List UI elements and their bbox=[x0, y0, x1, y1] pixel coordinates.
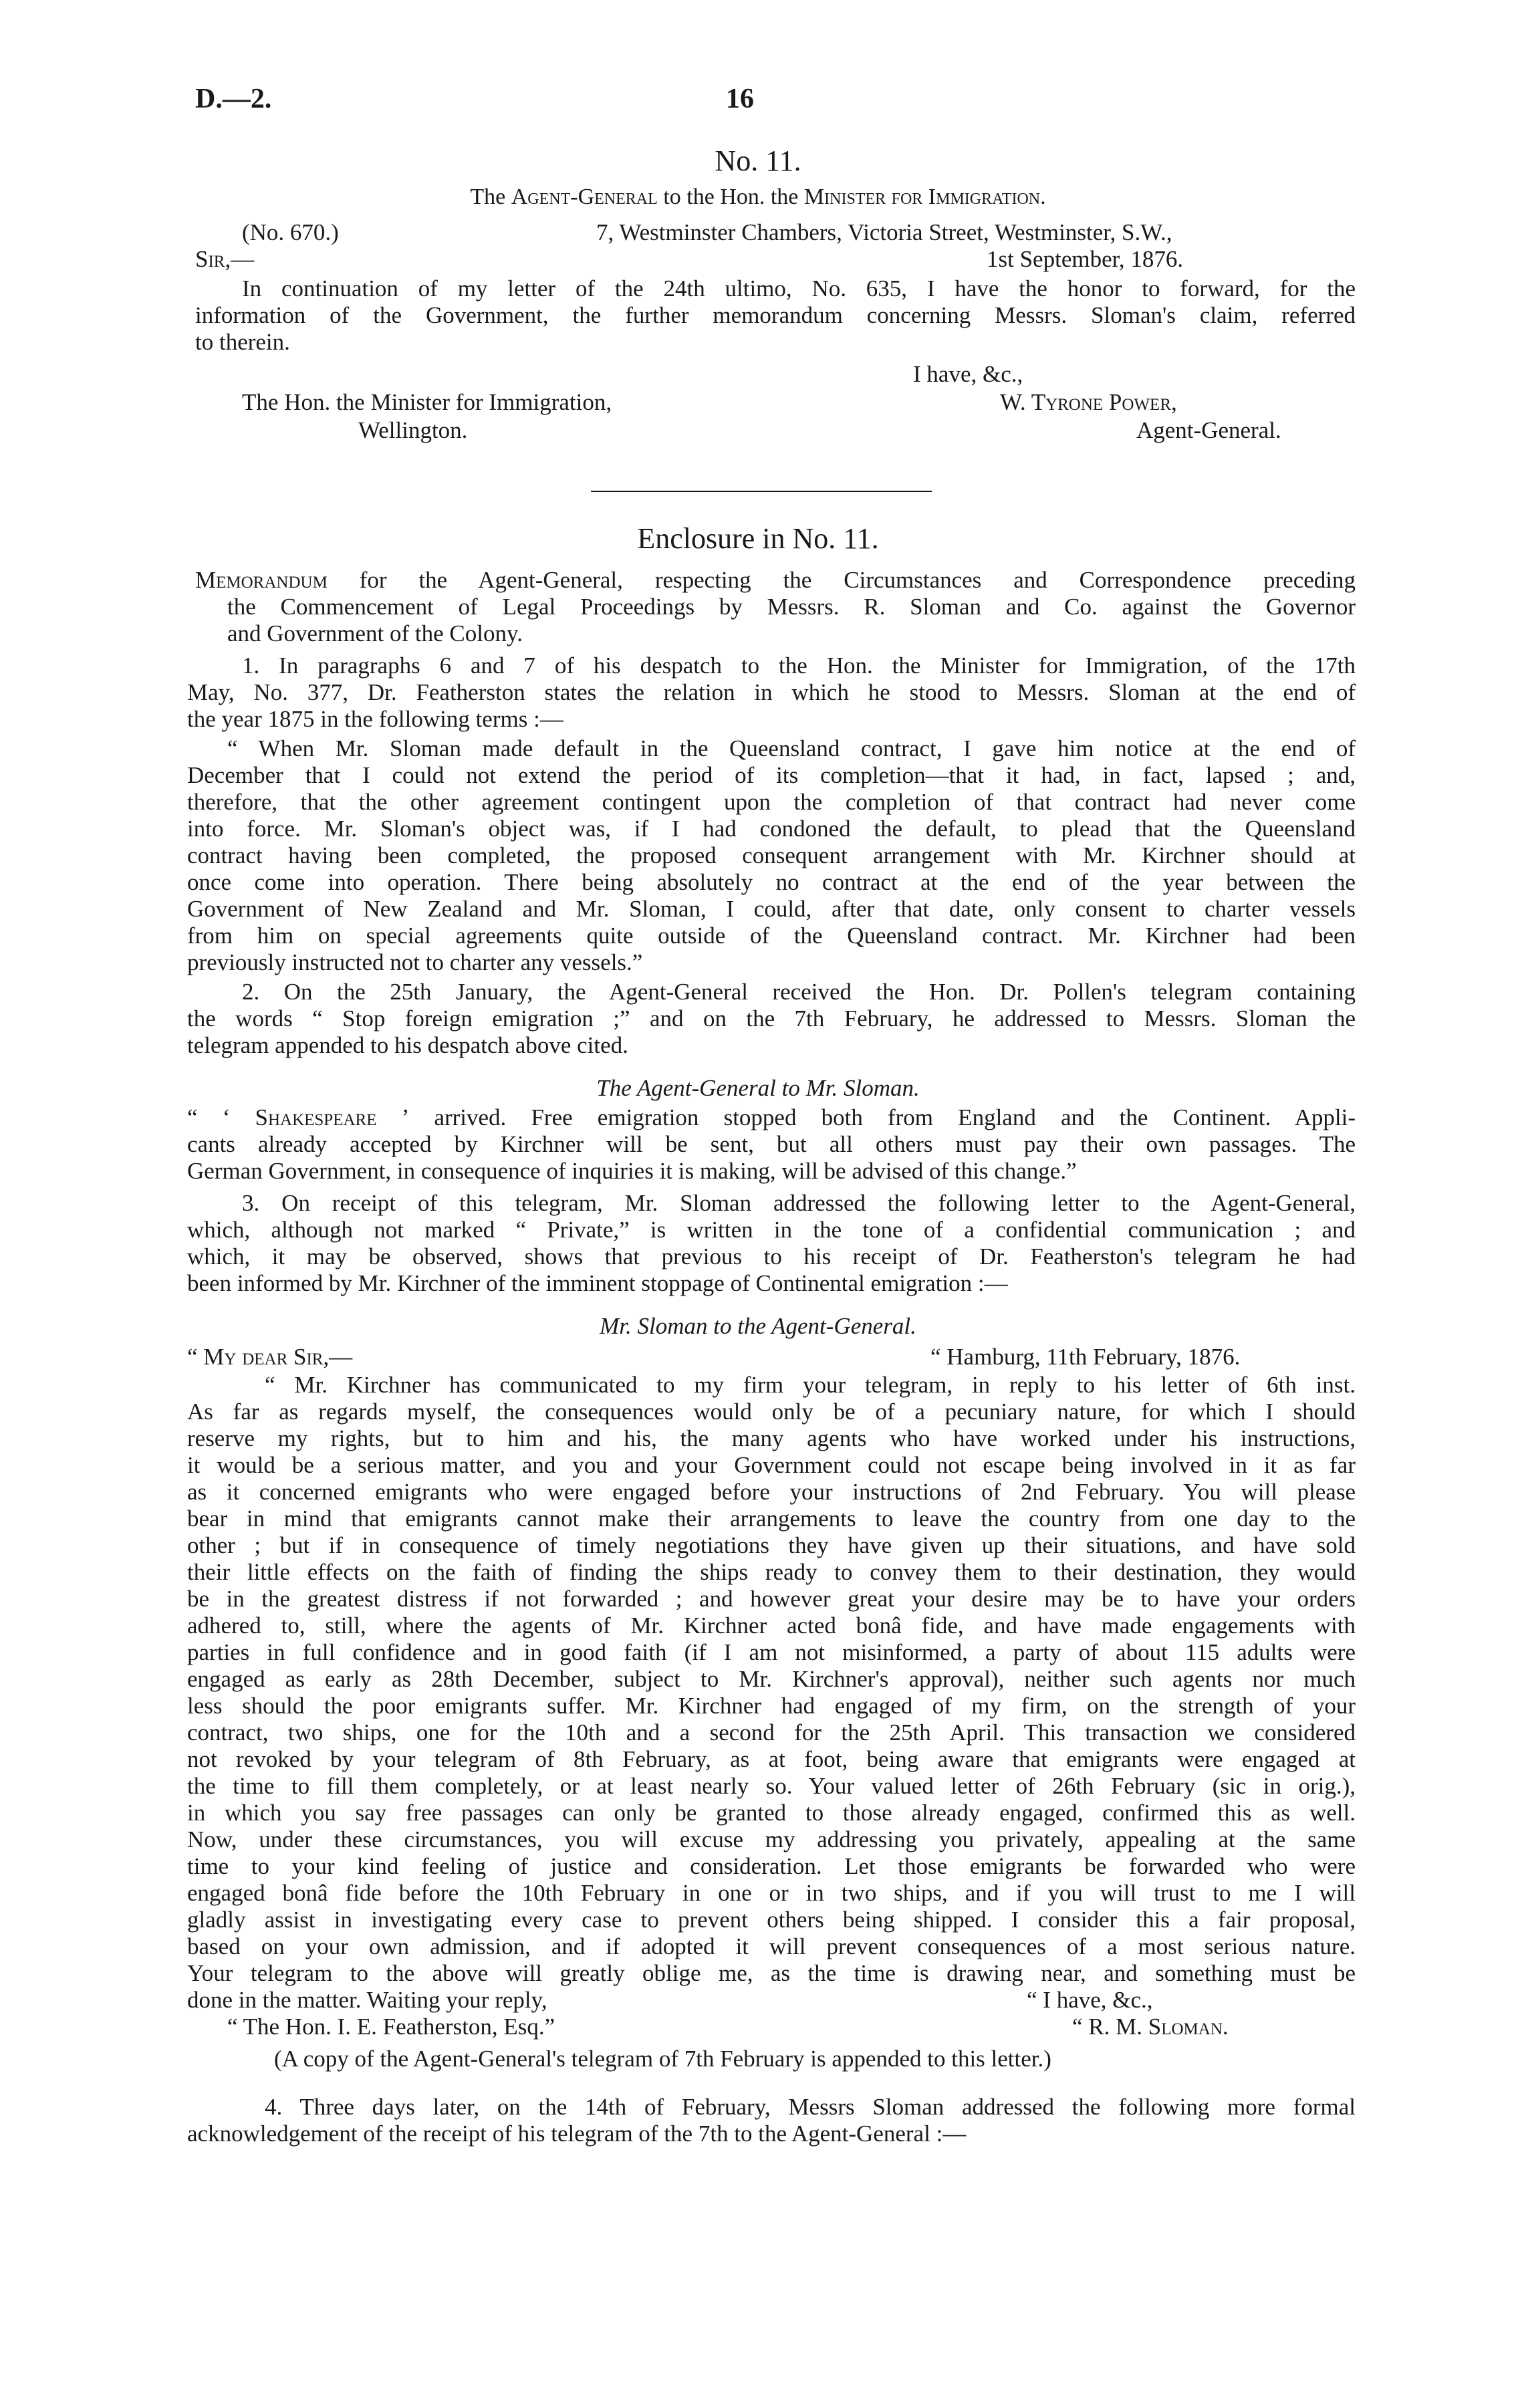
letter-salutation: Sir,— bbox=[195, 246, 255, 272]
letter-address: 7, Westminster Chambers, Victoria Street, Westminster, S.W., bbox=[596, 219, 1172, 245]
quote-1-line: into force. Mr. Sloman's object was, if I had condoned the default, to plead that the Queensland bbox=[187, 816, 1356, 842]
sloman-letter-line: bear in mind that emigrants cannot make their arrangements to leave the country from one day to the bbox=[187, 1506, 1356, 1532]
sloman-letter-line: contract, two ships, one for the 10th and a second for the 25th April. This transaction we considered bbox=[187, 1719, 1356, 1745]
copy-note: (A copy of the Agent-General's telegram of 7th February is appended to this letter.) bbox=[274, 2046, 1051, 2072]
letter-signature-name: W. Tyrone Power, bbox=[1000, 389, 1177, 415]
telegram-ship-name: “ ‘ Shakespeare ’ bbox=[187, 1104, 410, 1130]
letter-addressee-city: Wellington. bbox=[358, 417, 468, 443]
section-divider bbox=[591, 491, 932, 492]
sloman-letter-line: As far as regards myself, the consequences would only be of a pecuniary nature, for which I should bbox=[187, 1399, 1356, 1425]
letter-number-heading: No. 11. bbox=[715, 144, 801, 177]
from-to-the: The bbox=[470, 185, 506, 209]
paragraph-3-line: 3. On receipt of this telegram, Mr. Sloman addressed the following letter to the Agent-General, bbox=[242, 1190, 1356, 1216]
letter-from-to bbox=[0, 185, 1516, 210]
telegram-line: cants already accepted by Kirchner will be sent, but all others must pay their own passages. The bbox=[187, 1131, 1356, 1157]
letter-ref-no: (No. 670.) bbox=[242, 219, 339, 245]
sloman-closing: “ I have, &c., bbox=[1027, 1987, 1153, 2013]
letter-body-line: information of the Government, the further memorandum concerning Messrs. Sloman's claim, referred bbox=[195, 302, 1356, 328]
sloman-letter-line: their little effects on the faith of finding the ships ready to convey them to their destination, they would bbox=[187, 1559, 1356, 1585]
memo-intro-text: for the Agent-General, respecting the Circumstances and Correspondence preceding bbox=[359, 567, 1356, 593]
memo-intro-line bbox=[195, 567, 1356, 594]
quote-1-line: Government of New Zealand and Mr. Sloman, I could, after that date, only consent to charter vessels bbox=[187, 896, 1356, 922]
sloman-addressee: “ The Hon. I. E. Featherston, Esq.” bbox=[227, 2014, 555, 2040]
sloman-letter-line: reserve my rights, but to him and his, the many agents who have worked under his instructions, bbox=[187, 1425, 1356, 1451]
sloman-place-date: “ Hamburg, 11th February, 1876. bbox=[930, 1344, 1241, 1370]
telegram-heading: The Agent-General to Mr. Sloman. bbox=[596, 1075, 920, 1101]
letter-heading: Mr. Sloman to the Agent-General. bbox=[600, 1313, 916, 1339]
quote-1-line: contract having been completed, the proposed consequent arrangement with Mr. Kirchner should at bbox=[187, 842, 1356, 868]
letter-addressee: The Hon. the Minister for Immigration, bbox=[242, 389, 612, 415]
from-to-mid: to the Hon. the bbox=[663, 185, 799, 209]
sloman-letter-line: based on your own admission, and if adopted it will prevent consequences of a most serious nature. bbox=[187, 1933, 1356, 1959]
letter-closing: I have, &c., bbox=[913, 361, 1023, 387]
sloman-letter-line: engaged as early as 28th December, subject to Mr. Kirchner's approval), neither such agents nor much bbox=[187, 1666, 1356, 1692]
sloman-letter-line: “ Mr. Kirchner has communicated to my firm your telegram, in reply to his letter of 6th inst. bbox=[265, 1372, 1356, 1398]
sloman-letter-line: the time to fill them completely, or at least nearly so. Your valued letter of 26th February (sic in orig.), bbox=[187, 1773, 1356, 1799]
paragraph-1-line: May, No. 377, Dr. Featherston states the relation in which he stood to Messrs. Sloman at the end of bbox=[187, 679, 1356, 705]
letter-date: 1st September, 1876. bbox=[987, 246, 1184, 272]
sloman-letter-line: as it concerned emigrants who were engaged before your instructions of 2nd February. You will please bbox=[187, 1479, 1356, 1505]
from-to-sender: Agent-General bbox=[511, 185, 658, 209]
telegram-text: arrived. Free emigration stopped both from England and the Continent. Appli- bbox=[434, 1104, 1356, 1130]
paragraph-2-line: 2. On the 25th January, the Agent-General received the Hon. Dr. Pollen's telegram containing bbox=[242, 979, 1356, 1005]
paragraph-4-line: 4. Three days later, on the 14th of February, Messrs Sloman addressed the following more formal bbox=[265, 2094, 1356, 2120]
letter-signature-title: Agent-General. bbox=[1136, 417, 1281, 443]
sloman-letter-line: in which you say free passages can only be granted to those already engaged, confirmed this as well. bbox=[187, 1800, 1356, 1826]
sloman-letter-line: not revoked by your telegram of 8th February, as at foot, being aware that emigrants were engaged at bbox=[187, 1746, 1356, 1772]
sloman-letter-last-line: done in the matter. Waiting your reply, bbox=[187, 1987, 547, 2013]
paragraph-3-line: which, it may be observed, shows that previous to his receipt of Dr. Featherston's telegram he had bbox=[187, 1243, 1356, 1270]
paragraph-1-line: 1. In paragraphs 6 and 7 of his despatch to the Hon. the Minister for Immigration, of the 17th bbox=[242, 652, 1356, 679]
sloman-letter-line: Your telegram to the above will greatly oblige me, as the time is drawing near, and something must be bbox=[187, 1960, 1356, 1986]
quote-1-line: therefore, that the other agreement contingent upon the completion of that contract had never come bbox=[187, 789, 1356, 815]
quote-1-line: “ When Mr. Sloman made default in the Queensland contract, I gave him notice at the end of bbox=[227, 735, 1356, 761]
sloman-letter-line: less should the poor emigrants suffer. Mr. Kirchner had engaged of my firm, on the strength of your bbox=[187, 1693, 1356, 1719]
paragraph-4-line: acknowledgement of the receipt of his telegram of the 7th to the Agent-General :— bbox=[187, 2121, 967, 2147]
quote-1-line: December that I could not extend the period of its completion—that it had, in fact, lapsed ; and, bbox=[187, 762, 1356, 788]
sloman-letter-line: it would be a serious matter, and you and your Government could not escape being involved in it as far bbox=[187, 1452, 1356, 1478]
sloman-letter-line: parties in full confidence and in good faith (if I am not misinformed, a party of about 115 adults were bbox=[187, 1639, 1356, 1665]
enclosure-title: Enclosure in No. 11. bbox=[637, 522, 879, 555]
memo-lead: Memorandum bbox=[195, 567, 328, 593]
sloman-letter-line: Now, under these circumstances, you will excuse my addressing you privately, appealing at the same bbox=[187, 1826, 1356, 1852]
paragraph-3-line: which, although not marked “ Private,” is written in the tone of a confidential communication ; and bbox=[187, 1217, 1356, 1243]
quote-1-line: once come into operation. There being absolutely no contract at the end of the year between the bbox=[187, 869, 1356, 895]
telegram-line bbox=[187, 1104, 1356, 1131]
letter-body-line: In continuation of my letter of the 24th ultimo, No. 635, I have the honor to forward, for the bbox=[242, 275, 1356, 302]
paragraph-3-line: been informed by Mr. Kirchner of the imminent stoppage of Continental emigration :— bbox=[187, 1270, 1008, 1296]
quote-1-line: from him on special agreements quite outside of the Queensland contract. Mr. Kirchner had been bbox=[187, 923, 1356, 949]
telegram-line: German Government, in consequence of inquiries it is making, will be advised of this change.” bbox=[187, 1158, 1077, 1184]
sloman-letter-line: other ; but if in consequence of timely negotiations they have given up their situations, and have sold bbox=[187, 1532, 1356, 1558]
letter-body-line: to therein. bbox=[195, 329, 290, 355]
sloman-letter-line: time to your kind feeling of justice and consideration. Let those emigrants be forwarded who were bbox=[187, 1853, 1356, 1879]
quote-1-line: previously instructed not to charter any vessels.” bbox=[187, 949, 643, 975]
paragraph-2-line: telegram appended to his despatch above cited. bbox=[187, 1032, 628, 1058]
sloman-salutation: “ My dear Sir,— bbox=[187, 1344, 353, 1370]
paragraph-2-line: the words “ Stop foreign emigration ;” and on the 7th February, he addressed to Messrs. Sloman the bbox=[187, 1005, 1356, 1032]
sloman-letter-line: gladly assist in investigating every case to prevent others being shipped. I consider this a fair proposal, bbox=[187, 1907, 1356, 1933]
document-reference: D.—2. bbox=[195, 84, 272, 114]
sloman-signature: “ R. M. Sloman. bbox=[1072, 2014, 1229, 2040]
memo-intro-line: and Government of the Colony. bbox=[227, 620, 523, 646]
sloman-letter-line: engaged bonâ fide before the 10th February in one or in two ships, and if you will trust to me I will bbox=[187, 1880, 1356, 1906]
from-to-recipient: Minister for Immigration. bbox=[803, 185, 1046, 209]
page-number: 16 bbox=[726, 84, 754, 114]
sloman-letter-line: adhered to, still, where the agents of Mr. Kirchner acted bonâ fide, and have made engagements with bbox=[187, 1612, 1356, 1639]
paragraph-1-line: the year 1875 in the following terms :— bbox=[187, 706, 563, 732]
memo-intro-line: the Commencement of Legal Proceedings by Messrs. R. Sloman and Co. against the Governor bbox=[227, 594, 1356, 620]
sloman-letter-line: be in the greatest distress if not forwarded ; and however great your desire may be to have your orders bbox=[187, 1586, 1356, 1612]
